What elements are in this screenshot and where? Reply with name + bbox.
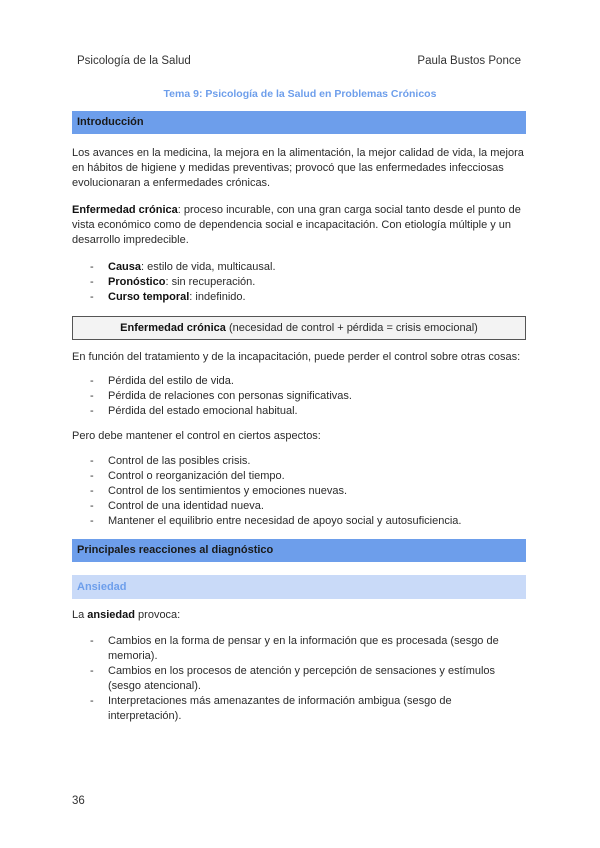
definition-term: Enfermedad crónica [72, 204, 178, 216]
formula-text: (necesidad de control + pérdida = crisis emocional) [225, 322, 478, 334]
item-text: Control de los sentimientos y emociones nuevas. [108, 485, 348, 497]
section-heading-reacciones: Principales reacciones al diagnóstico [72, 539, 526, 562]
dash-bullet-icon: - [90, 695, 94, 707]
item-text: Control de las posibles crisis. [108, 455, 251, 467]
intro-paragraph: Los avances en la medicina, la mejora en la alimentación, la mejor calidad de vida, la mejora en hábitos de higiene y medidas preventivas; provocó que las enfermedades infecciosas evolucionaran a enfermedades crónicas. [72, 147, 524, 189]
list-item [72, 454, 526, 469]
item-text: Control o reorganización del tiempo. [108, 470, 285, 482]
definition-paragraph [72, 203, 526, 248]
list-item [72, 484, 526, 499]
item-term: Causa [108, 261, 142, 273]
item-text: Pérdida de relaciones con personas significativas. [108, 390, 352, 402]
dash-bullet-icon: - [90, 470, 94, 482]
item-term: Pronóstico [108, 276, 166, 288]
anxiety-term: ansiedad [87, 609, 135, 621]
item-text: : estilo de vida, multicausal. [141, 261, 276, 273]
subsection-heading-ansiedad: Ansiedad [72, 575, 526, 599]
item-text: : sin recuperación. [165, 276, 256, 288]
page-number: 36 [72, 795, 85, 807]
author-name: Paula Bustos Ponce [417, 55, 521, 67]
loss-intro-paragraph: En función del tratamiento y de la incapacitación, puede perder el control sobre otras cosas: [72, 351, 521, 363]
running-header [77, 55, 521, 67]
item-term: Curso temporal [108, 291, 190, 303]
item-text: Cambios en los procesos de atención y percepción de sensaciones y estímulos (sesgo atencional). [108, 665, 496, 692]
dash-bullet-icon: - [90, 500, 94, 512]
item-text: Pérdida del estado emocional habitual. [108, 405, 298, 417]
dash-bullet-icon: - [90, 405, 94, 417]
list-item [72, 374, 526, 389]
losses-list [72, 374, 526, 419]
list-item [72, 469, 526, 484]
document-content [72, 111, 526, 724]
list-item [72, 275, 526, 290]
list-item [72, 260, 526, 275]
item-text: Mantener el equilibrio entre necesidad de apoyo social y autosuficiencia. [108, 515, 462, 527]
control-intro-paragraph: Pero debe mantener el control en ciertos aspectos: [72, 430, 321, 442]
characteristics-list [72, 260, 526, 305]
dash-bullet-icon: - [90, 261, 94, 273]
list-item [72, 290, 526, 305]
list-item [72, 634, 526, 664]
dash-bullet-icon: - [90, 485, 94, 497]
list-item [72, 499, 526, 514]
controls-list [72, 454, 526, 529]
formula-term: Enfermedad crónica [120, 322, 226, 334]
item-text: Interpretaciones más amenazantes de información ambigua (sesgo de interpretación). [108, 695, 452, 722]
item-text: : indefinido. [189, 291, 246, 303]
list-item [72, 514, 526, 529]
anxiety-intro-paragraph [72, 608, 526, 623]
list-item [72, 389, 526, 404]
item-text: Pérdida del estilo de vida. [108, 375, 234, 387]
dash-bullet-icon: - [90, 390, 94, 402]
list-item [72, 694, 526, 724]
definition-text: : proceso incurable, con una gran carga social tanto desde el punto de vista económico como de dependencia social e incapacitación. Con etiología múltiple y un desarrollo impredecible. [72, 204, 521, 246]
item-text: Control de una identidad nueva. [108, 500, 264, 512]
dash-bullet-icon: - [90, 665, 94, 677]
dash-bullet-icon: - [90, 291, 94, 303]
dash-bullet-icon: - [90, 276, 94, 288]
item-text: Cambios en la forma de pensar y en la información que es procesada (sesgo de memoria). [108, 635, 499, 662]
document-title: Tema 9: Psicología de la Salud en Problemas Crónicos [163, 88, 437, 100]
anxiety-effects-list [72, 634, 526, 724]
anxiety-intro-suffix: provoca: [134, 609, 181, 621]
course-name: Psicología de la Salud [77, 55, 191, 67]
dash-bullet-icon: - [90, 455, 94, 467]
list-item [72, 664, 526, 694]
list-item [72, 404, 526, 419]
dash-bullet-icon: - [90, 515, 94, 527]
anxiety-intro-prefix: La [72, 609, 88, 621]
section-heading-introduccion: Introducción [72, 111, 526, 134]
dash-bullet-icon: - [90, 635, 94, 647]
formula-box [72, 316, 526, 340]
dash-bullet-icon: - [90, 375, 94, 387]
